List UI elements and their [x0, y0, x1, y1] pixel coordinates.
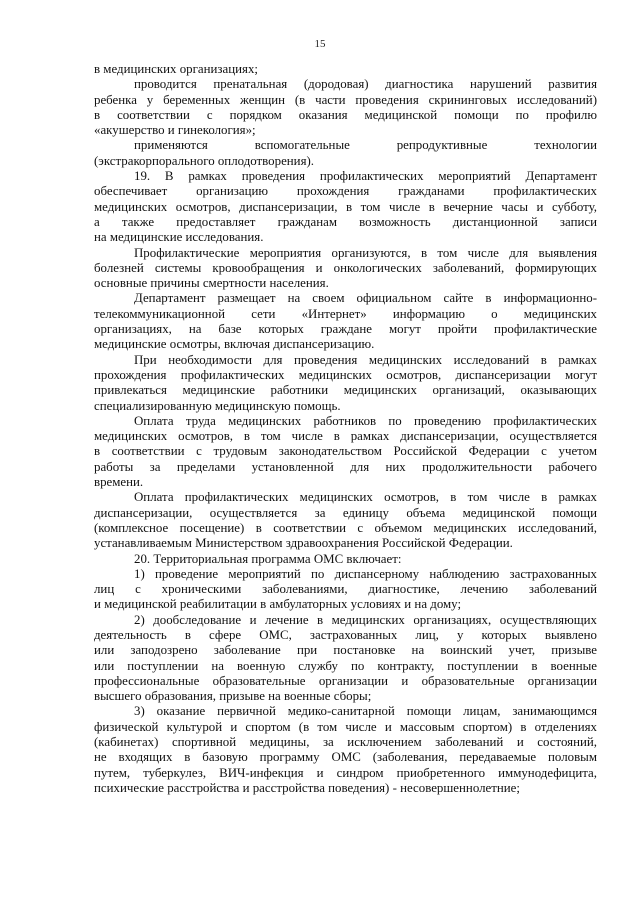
text-line: в соответствии с порядком оказания медицинской помощи по профилю [94, 107, 597, 122]
page-number: 15 [314, 38, 326, 50]
text-line: высшего образования, призыве на военные сборы; [94, 689, 372, 704]
text-line: профессиональные образовательные организации и образовательные организации [94, 673, 597, 688]
text-line: организациях, на базе которых граждане могут пройти профилактические [94, 322, 597, 337]
text-line: устанавливаемым Министерством здравоохранения Российской Федерации. [94, 536, 513, 551]
text-line: применяются вспомогательные репродуктивные технологии [134, 138, 597, 153]
text-line: болезней системы кровообращения и онкологических заболеваний, формирующих [94, 260, 597, 275]
text-line: обеспечивает организацию прохождения гражданами профилактических [94, 184, 597, 199]
text-line: (экстракорпорального оплодотворения). [94, 153, 315, 168]
text-line: медицинских осмотров, в том числе в рамках диспансеризации, осуществляется [94, 429, 597, 444]
document-body [94, 62, 597, 796]
text-line: в медицинских организациях; [94, 62, 258, 76]
text-line: При необходимости для проведения медицинских исследований в рамках [134, 352, 597, 367]
text-line: Оплата труда медицинских работников по проведению профилактических [134, 413, 597, 428]
text-line: (кабинетах) спортивной медицины, за исключением заболеваний и состояний, [94, 735, 597, 750]
text-line: а также предоставляет гражданам возможность дистанционной записи [94, 214, 597, 229]
text-line: 3) оказание первичной медико-санитарной помощи лицам, занимающимся [134, 704, 597, 719]
text-line: психические расстройства и расстройства поведения) - несовершеннолетние; [94, 780, 520, 795]
text-line: времени. [94, 475, 144, 490]
text-line: не входящих в базовую программу ОМС (заболевания, передаваемые половым [94, 750, 597, 765]
text-line: или заподозрено заболевание при постановке на воинский учет, призыве [94, 643, 597, 658]
text-line: и медицинской реабилитации в амбулаторных условиях и на дому; [94, 597, 462, 612]
text-line: телекоммуникационной сети «Интернет» информацию о медицинских [94, 306, 597, 321]
text-line: «акушерство и гинекология»; [94, 123, 256, 138]
text-line: на медицинские исследования. [94, 230, 264, 245]
text-line: медицинские осмотры, включая диспансеризацию. [94, 337, 375, 352]
text-line: деятельность в сфере ОМС, застрахованных лиц, у которых выявлено [94, 627, 597, 642]
text-line: привлекаться медицинские работники медицинских организаций, оказывающих [94, 383, 597, 398]
text-line: диспансеризации, осуществляется за единицу объема медицинской помощи [94, 505, 597, 520]
text-line: путем, туберкулез, ВИЧ-инфекция и синдром приобретенного иммунодефицита, [94, 765, 597, 780]
text-line: проводится пренатальная (дородовая) диагностика нарушений развития [134, 77, 597, 92]
text-line: физической культурой и спортом (в том числе и массовым спортом) в отделениях [94, 719, 597, 734]
text-line: медицинских осмотров, диспансеризации, в том числе в вечерние часы и субботу, [94, 199, 597, 214]
text-line: работы за пределами установленной для них продолжительности рабочего [94, 459, 597, 474]
text-line: специализированную медицинскую помощь. [94, 398, 341, 413]
text-line: в соответствии с трудовым законодательством Российской Федерации с учетом [94, 444, 597, 459]
text-line: ребенка у беременных женщин (в части проведения скрининговых исследований) [94, 92, 597, 107]
text-line: Оплата профилактических медицинских осмотров, в том числе в рамках [134, 490, 597, 505]
text-line: лиц с хроническими заболеваниями, диагностике, лечению заболеваний [94, 582, 597, 597]
text-line: 19. В рамках проведения профилактических мероприятий Департамент [134, 169, 597, 184]
text-line: Профилактические мероприятия организуются, в том числе для выявления [134, 245, 597, 260]
text-line: или поступлении на военную службу по контракту, поступлении в военные [94, 658, 597, 673]
text-line: 20. Территориальная программа ОМС включает: [134, 551, 402, 566]
text-line: 1) проведение мероприятий по диспансерному наблюдению застрахованных [134, 566, 597, 581]
text-line: прохождения профилактических медицинских осмотров, диспансеризации могут [94, 367, 597, 382]
text-line: 2) дообследование и лечение в медицинских организациях, осуществляющих [134, 612, 597, 627]
text-line: (комплексное посещение) в соответствии с объемом медицинских исследований, [94, 520, 597, 535]
text-line: Департамент размещает на своем официальном сайте в информационно- [134, 291, 597, 306]
text-line: основные причины смертности населения. [94, 276, 329, 291]
